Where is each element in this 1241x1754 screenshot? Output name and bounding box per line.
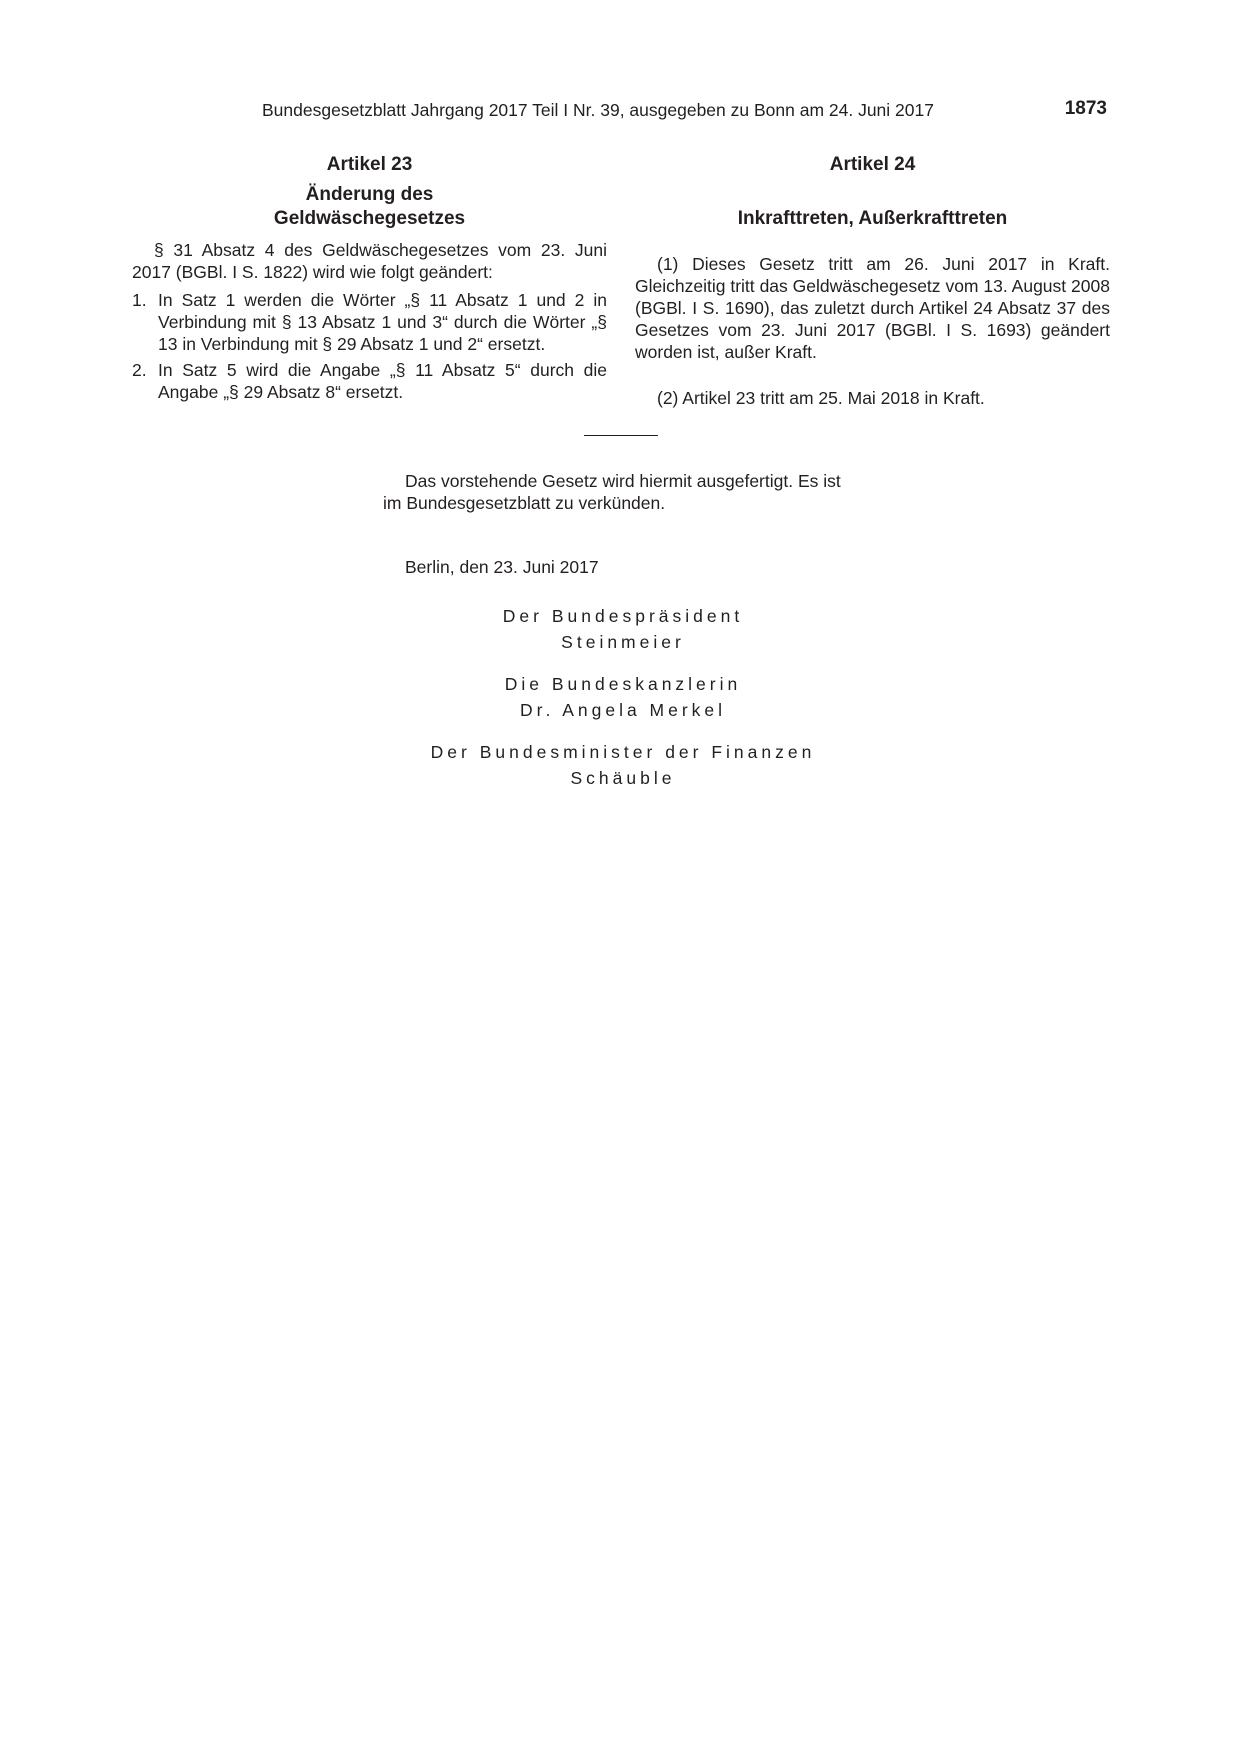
signatory-name: Dr. Angela Merkel [519, 700, 727, 720]
signature-block [383, 603, 863, 807]
promulgation-statement: Das vorstehende Gesetz wird hiermit ausgefertigt. Es ist im Bundesgesetzblatt zu verkünden. [383, 471, 841, 513]
article-23-heading [132, 183, 607, 231]
list-item [132, 359, 607, 403]
article-23-heading-line1: Änderung des [305, 184, 434, 205]
gazette-header-line: Bundesgesetzblatt Jahrgang 2017 Teil I Nr. 39, ausgegeben zu Bonn am 24. Juni 2017 [262, 100, 934, 120]
place-and-date: Berlin, den 23. Juni 2017 [405, 557, 599, 577]
signature-entry [383, 603, 863, 655]
article-23-heading-line2: Geldwäschegesetzes [273, 208, 466, 229]
list-item-text: In Satz 1 werden die Wörter „§ 11 Absatz 1 und 2 in Verbindung mit § 13 Absatz 1 und 3“ durch die Wörter „§ 13 in Verbindung mit § 29 Absatz 1 und 2“ ersetzt. [158, 290, 607, 354]
article-24-paragraph-1: (1) Dieses Gesetz tritt am 26. Juni 2017 in Kraft. Gleichzeitig tritt das Geldwäschegesetz vom 13. August 2008 (BGBl. I S. 1690), das zuletzt durch Artikel 24 Absatz 37 des Gesetzes vom 23. Juni 2017 (BGBl. I S. 1693) geändert worden ist, außer Kraft. [635, 254, 1110, 362]
signatory-office: Der Bundesminister der Finanzen [430, 742, 816, 762]
list-item [132, 289, 607, 355]
signatory-office: Der Bundespräsident [502, 606, 744, 626]
page-number: 1873 [1064, 98, 1107, 119]
signature-entry [383, 739, 863, 791]
article-24-heading: Inkrafttreten, Außerkrafttreten [737, 208, 1008, 229]
article-24-title: Artikel 24 [829, 154, 916, 175]
article-24-column [635, 153, 1110, 409]
signatory-name: Steinmeier [561, 632, 685, 652]
article-24-paragraph-2: (2) Artikel 23 tritt am 25. Mai 2018 in Kraft. [657, 388, 985, 408]
page-header [262, 100, 1107, 126]
article-23-intro: § 31 Absatz 4 des Geldwäschegesetzes vom 23. Juni 2017 (BGBl. I S. 1822) wird wie folgt geändert: [132, 240, 607, 282]
list-item-number: 1. [132, 290, 147, 310]
signature-entry [383, 671, 863, 723]
amendment-list [132, 289, 607, 403]
signatory-name: Schäuble [570, 768, 676, 788]
article-23-column [132, 153, 607, 407]
section-divider [584, 435, 658, 436]
closing-block [383, 470, 863, 578]
list-item-number: 2. [132, 360, 147, 380]
article-23-title: Artikel 23 [326, 154, 413, 175]
list-item-text: In Satz 5 wird die Angabe „§ 11 Absatz 5“ durch die Angabe „§ 29 Absatz 8“ ersetzt. [158, 360, 607, 402]
signatory-office: Die Bundeskanzlerin [504, 674, 742, 694]
